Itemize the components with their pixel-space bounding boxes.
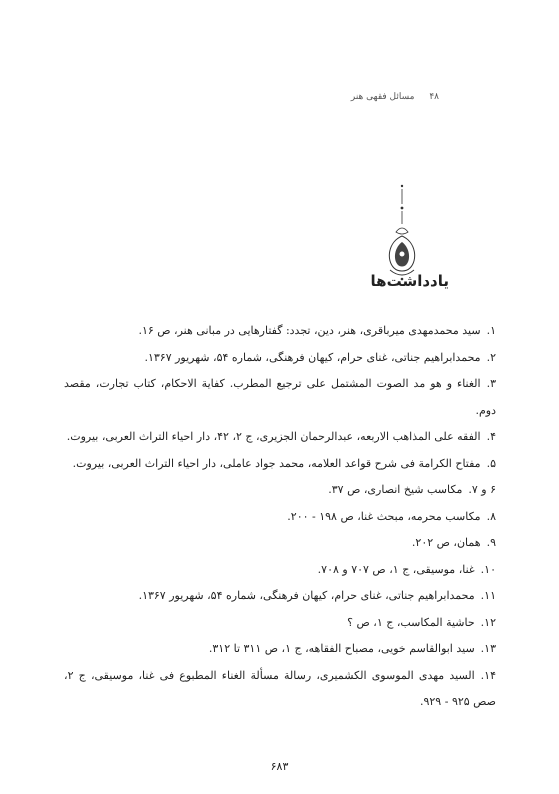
page-number: ۶۸۳ [270,760,289,773]
notes-list [64,318,496,716]
note-number: ۱۳. [480,642,496,655]
header-running-title: مسائل فقهی هنر [350,92,415,102]
running-header [351,92,439,102]
note-item [64,345,496,372]
note-text: سید ابوالقاسم خویی، مصباح الفقاهه، ج ۱، ص ۳۱۱ تا ۳۱۲. [208,642,475,655]
note-item [64,583,496,610]
note-item [64,371,496,424]
note-item [64,318,496,345]
note-item [64,504,496,531]
note-text: مفتاح الکرامة فی شرح قواعد العلامه، محمد جواد عاملی، دار احیاء التراث العربی، بیروت. [72,456,481,470]
note-number: ۱۴. [480,668,496,682]
note-text: غنا، موسیقی، ج ۱، ص ۷۰۷ و ۷۰۸. [317,562,475,576]
note-item [64,451,496,478]
note-number: ۱۱. [480,589,496,602]
note-item [64,663,496,716]
note-number: ۳. [486,377,496,390]
note-number: ۵. [486,456,496,470]
note-number: ۴. [486,430,496,443]
note-text: السید مهدی الموسوی الکشمیری، رسالة مسألة الغناء المطبوع فی غنا، موسیقی، ج ۲، صص ۹۲۵ - ۹۲۹. [64,668,496,708]
note-text: مکاسب محرمه، مبحث غنا، ص ۱۹۸ - ۲۰۰. [287,509,481,523]
note-number: ۱۰. [480,562,496,576]
note-text: حاشیة المکاسب، ج ۱، ص ؟ [347,615,475,629]
note-text: الفقه علی المذاهب الاربعه، عبدالرحمان الجزیری، ج ۲، ۴۲، دار احیاء التراث العربی، بیروت. [66,430,481,443]
header-page-mark: ۴۸ [429,92,439,102]
section-title: یادداشت‌ها [370,272,449,290]
note-item [64,424,496,451]
note-text: الغناء و هو مد الصوت المشتمل علی ترجیع المطرب. کفایة الاحکام، کتاب تجارت، مقصد دوم. [64,377,496,417]
note-item [64,557,496,584]
note-text: مکاسب شیخ انصاری، ص ۳۷. [328,483,463,496]
note-number: ۲. [486,350,496,364]
note-item [64,530,496,557]
note-number: ۹. [486,536,496,549]
note-text: همان، ص ۲۰۲. [411,536,481,549]
note-text: محمدابراهیم جناتی، غنای حرام، کیهان فرهنگی، شماره ۵۴، شهریور ۱۳۶۷. [144,350,481,364]
note-number: ۱. [486,324,496,337]
note-number: ۱۲. [480,615,496,629]
note-number: ۸. [486,509,496,523]
note-item [64,610,496,637]
note-item [64,477,496,504]
note-item [64,636,496,663]
note-number: ۶ و ۷. [468,483,496,496]
note-text: محمدابراهیم جناتی، غنای حرام، کیهان فرهنگی، شماره ۵۴، شهریور ۱۳۶۷. [138,589,475,602]
note-text: سید محمدمهدی میرباقری، هنر، دین، تجدد: گفتارهایی در مبانی هنر، ص ۱۶. [138,324,481,337]
